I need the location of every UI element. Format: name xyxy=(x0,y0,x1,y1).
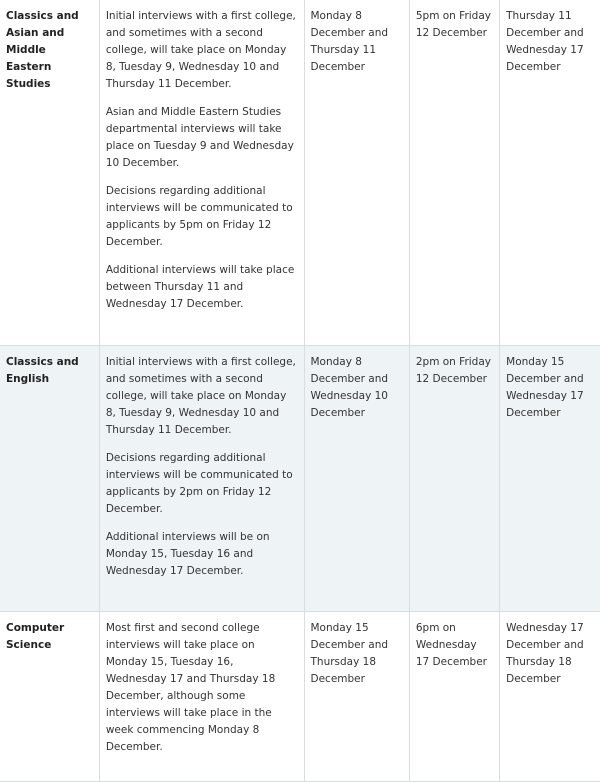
decision-deadline-cell: 5pm on Friday 12 December xyxy=(409,0,499,345)
details-paragraph: Additional interviews will take place between Thursday 11 and Wednesday 17 December. xyxy=(105,264,295,310)
details-paragraph: Asian and Middle Eastern Studies departmental interviews will take place on Tuesday 9 and Wednesday 10 December. xyxy=(105,106,294,169)
details-paragraph: Most first and second college interviews will take place on Monday 15, Tuesday 16, Wednesday 17 and Thursday 18 December, although some interviews will take place in the week commencing Monday 8 December. xyxy=(105,621,276,753)
interview-dates-cell: Monday 15 December and Thursday 18 December xyxy=(304,611,409,781)
table-row-computer-science xyxy=(0,611,600,781)
details-cell xyxy=(99,611,304,781)
subject-cell: Classics and English xyxy=(0,345,99,611)
subject-cell: Classics and Asian and Middle Eastern Studies xyxy=(0,0,99,345)
table-row-classics-ames xyxy=(0,0,600,345)
decision-deadline-cell: 2pm on Friday 12 December xyxy=(409,345,499,611)
details-cell xyxy=(99,0,304,345)
subject-cell: Computer Science xyxy=(0,611,99,781)
interview-dates-cell: Monday 8 December and Thursday 11 December xyxy=(304,0,409,345)
details-paragraph: Decisions regarding additional interviews will be communicated to applicants by 5pm on Friday 12 December. xyxy=(105,185,293,248)
details-paragraph: Decisions regarding additional interviews will be communicated to applicants by 2pm on Friday 12 December. xyxy=(105,451,293,515)
details-cell xyxy=(99,345,304,611)
additional-interviews-cell: Monday 15 December and Wednesday 17 December xyxy=(500,345,600,611)
interview-dates-cell: Monday 8 December and Wednesday 10 December xyxy=(304,345,409,611)
additional-interviews-cell: Wednesday 17 December and Thursday 18 December xyxy=(500,611,600,781)
additional-interviews-cell: Thursday 11 December and Wednesday 17 December xyxy=(500,0,600,345)
details-paragraph: Initial interviews with a first college, and sometimes with a second college, will take place on Monday 8, Tuesday 9, Wednesday 10 and Thursday 11 December. xyxy=(105,10,296,90)
table-row-classics-english xyxy=(0,345,600,611)
decision-deadline-cell: 6pm on Wednesday 17 December xyxy=(409,611,499,781)
details-paragraph: Initial interviews with a first college, and sometimes with a second college, will take place on Monday 8, Tuesday 9, Wednesday 10 and Thursday 11 December. xyxy=(105,355,296,436)
details-paragraph: Additional interviews will be on Monday 15, Tuesday 16 and Wednesday 17 December. xyxy=(105,530,270,577)
